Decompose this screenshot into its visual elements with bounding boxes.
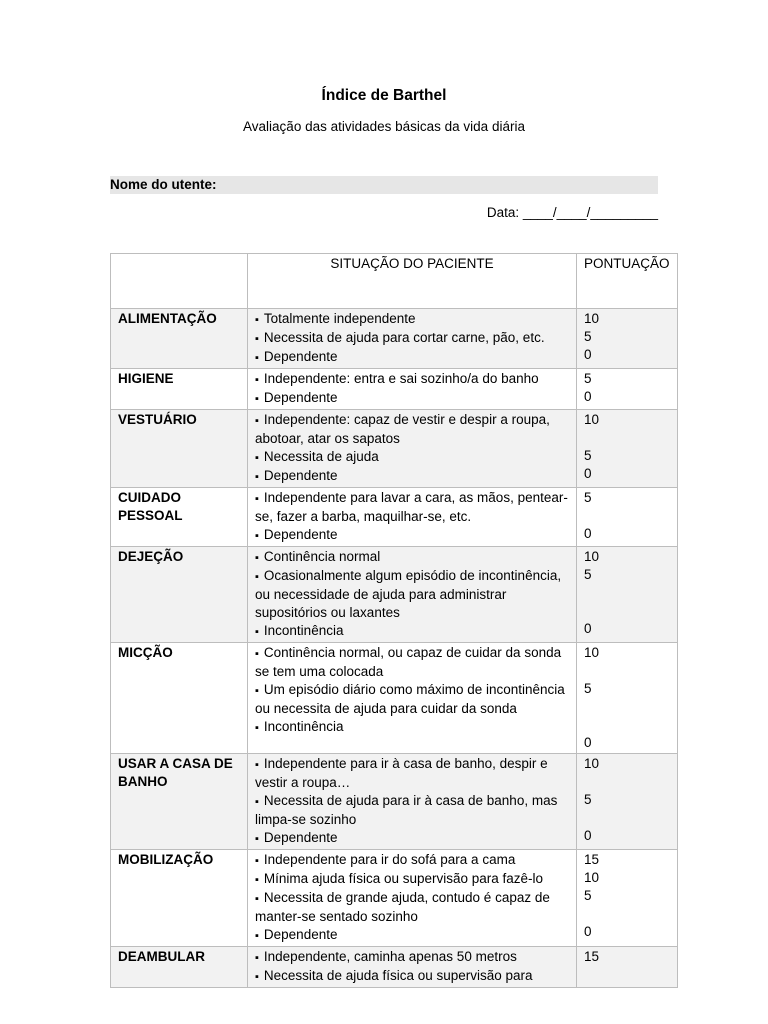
score-value: 10 <box>584 549 600 564</box>
score-value: 15 <box>584 852 600 867</box>
situation-option: ▪ Continência normal <box>255 548 569 567</box>
score-value: 5 <box>584 792 592 807</box>
score-value: 5 <box>584 888 592 903</box>
situation-option: ▪ Dependente <box>255 389 569 408</box>
score-cell <box>577 369 678 410</box>
situation-option: ▪ Um episódio diário como máximo de incontinência ou necessita de ajuda para cuidar da sonda <box>255 681 569 718</box>
score-cell <box>577 947 678 988</box>
category-cell: DEJEÇÃO <box>111 547 248 643</box>
score-cell <box>577 643 678 754</box>
situation-option: ▪ Necessita de ajuda <box>255 448 569 467</box>
situation-option: ▪ Dependente <box>255 348 569 367</box>
score-cell <box>577 410 678 488</box>
category-cell: HIGIENE <box>111 369 248 410</box>
score-value: 0 <box>584 828 592 843</box>
score-value: 0 <box>584 924 592 939</box>
header-category <box>111 254 248 309</box>
score-value: 10 <box>584 870 600 885</box>
score-value: 5 <box>584 371 592 386</box>
score-cell <box>577 850 678 947</box>
score-value: 0 <box>584 389 592 404</box>
situation-cell <box>248 309 577 369</box>
situation-option: ▪ Necessita de ajuda para cortar carne, pão, etc. <box>255 329 569 348</box>
situation-option: ▪ Necessita de ajuda para ir à casa de banho, mas limpa-se sozinho <box>255 792 569 829</box>
score-value: 5 <box>584 329 592 344</box>
score-value: 0 <box>584 735 592 750</box>
situation-option: ▪ Necessita de grande ajuda, contudo é capaz de manter-se sentado sozinho <box>255 889 569 926</box>
situation-option: ▪ Dependente <box>255 526 569 545</box>
situation-cell <box>248 643 577 754</box>
situation-cell <box>248 547 577 643</box>
document-subtitle: Avaliação das atividades básicas da vida diária <box>243 119 525 134</box>
header-score: PONTUAÇÃO <box>577 254 678 309</box>
category-cell: ALIMENTAÇÃO <box>111 309 248 369</box>
table-header-row <box>111 254 678 309</box>
situation-option: ▪ Independente, caminha apenas 50 metros <box>255 948 569 967</box>
category-cell: MOBILIZAÇÃO <box>111 850 248 947</box>
situation-cell <box>248 410 577 488</box>
situation-cell <box>248 850 577 947</box>
score-value: 0 <box>584 526 592 541</box>
situation-cell <box>248 947 577 988</box>
score-value <box>584 698 670 716</box>
score-value: 5 <box>584 567 592 582</box>
situation-option: ▪ Totalmente independente <box>255 310 569 329</box>
patient-name-field: Nome do utente: <box>110 176 658 194</box>
score-value <box>584 662 670 680</box>
situation-option: ▪ Mínima ajuda física ou supervisão para fazê-lo <box>255 870 569 889</box>
situation-option: ▪ Dependente <box>255 926 569 945</box>
score-cell <box>577 754 678 850</box>
score-value: 5 <box>584 681 592 696</box>
score-value <box>584 602 670 620</box>
score-value <box>584 716 670 734</box>
score-value: 0 <box>584 347 592 362</box>
score-value: 10 <box>584 645 600 660</box>
score-value: 10 <box>584 412 600 427</box>
situation-option: ▪ Independente: capaz de vestir e despir a roupa, abotoar, atar os sapatos <box>255 411 569 448</box>
document-title: Índice de Barthel <box>321 87 447 104</box>
score-value: 5 <box>584 448 592 463</box>
score-value: 0 <box>584 621 592 636</box>
date-field: Data: ____/____/_________ <box>486 205 658 220</box>
situation-cell <box>248 369 577 410</box>
table-row <box>111 309 678 369</box>
score-value: 10 <box>584 756 600 771</box>
situation-option: ▪ Dependente <box>255 467 569 486</box>
situation-option: ▪ Ocasionalmente algum episódio de incontinência, ou necessidade de ajuda para administrar supositórios ou laxantes <box>255 567 569 622</box>
situation-option: ▪ Continência normal, ou capaz de cuidar da sonda se tem uma colocada <box>255 644 569 681</box>
score-cell <box>577 547 678 643</box>
situation-option: ▪ Independente para lavar a cara, as mãos, pentear-se, fazer a barba, maquilhar-se, etc. <box>255 489 569 526</box>
situation-option: ▪ Independente para ir do sofá para a cama <box>255 851 569 870</box>
barthel-table <box>110 253 678 988</box>
situation-cell <box>248 488 577 547</box>
category-cell: DEAMBULAR <box>111 947 248 988</box>
situation-option: ▪ Independente para ir à casa de banho, despir e vestir a roupa… <box>255 755 569 792</box>
category-cell: CUIDADO PESSOAL <box>111 488 248 547</box>
score-value <box>584 905 670 923</box>
table-row <box>111 547 678 643</box>
situation-option: ▪ Dependente <box>255 829 569 848</box>
situation-option: ▪ Incontinência <box>255 718 569 737</box>
score-value <box>584 507 670 525</box>
score-value <box>584 429 670 447</box>
table-row <box>111 850 678 947</box>
situation-option: ▪ Independente: entra e sai sozinho/a do banho <box>255 370 569 389</box>
category-cell: MICÇÃO <box>111 643 248 754</box>
table-row <box>111 369 678 410</box>
category-cell: USAR A CASA DE BANHO <box>111 754 248 850</box>
score-cell <box>577 309 678 369</box>
situation-option: ▪ Necessita de ajuda física ou supervisão para <box>255 967 569 986</box>
score-value: 0 <box>584 466 592 481</box>
score-value <box>584 773 670 791</box>
score-value: 5 <box>584 490 592 505</box>
table-row <box>111 488 678 547</box>
table-row <box>111 754 678 850</box>
category-cell: VESTUÁRIO <box>111 410 248 488</box>
table-row <box>111 947 678 988</box>
score-value <box>584 809 670 827</box>
score-cell <box>577 488 678 547</box>
situation-option: ▪ Incontinência <box>255 622 569 641</box>
score-value: 15 <box>584 949 600 964</box>
header-situation: SITUAÇÃO DO PACIENTE <box>248 254 577 309</box>
score-value <box>584 584 670 602</box>
table-row <box>111 643 678 754</box>
situation-cell <box>248 754 577 850</box>
score-value: 10 <box>584 311 600 326</box>
table-row <box>111 410 678 488</box>
